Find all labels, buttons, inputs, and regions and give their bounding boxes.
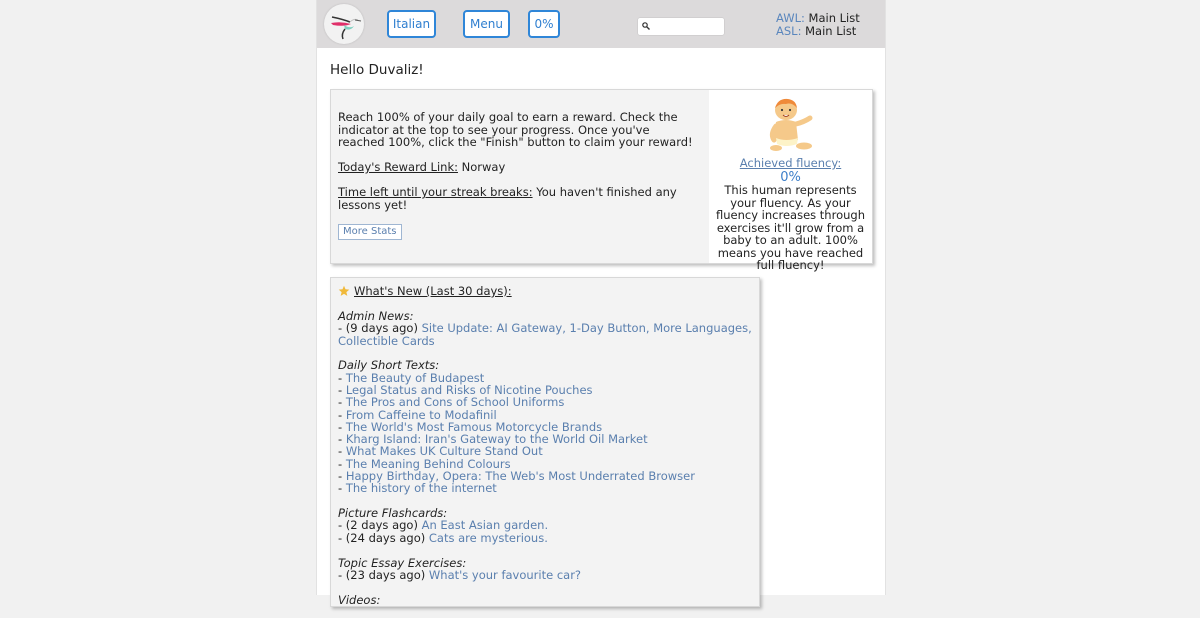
whats-new-title: What's New (Last 30 days):	[354, 284, 512, 298]
daily-progress-button[interactable]: 0%	[528, 10, 560, 38]
awl-list[interactable]: AWL: Main List	[776, 11, 860, 25]
text-link[interactable]: The Beauty of Budapest	[345, 370, 485, 385]
search-input[interactable]	[638, 18, 724, 35]
list-item: - The Meaning Behind Colours	[338, 456, 511, 471]
asl-list[interactable]: ASL: Main List	[776, 24, 857, 38]
whats-new-list	[338, 310, 758, 618]
achieved-fluency-link[interactable]: Achieved fluency:	[739, 156, 842, 170]
reward-panel	[330, 89, 873, 272]
news-link[interactable]: Site Update: AI Gateway, 1-Day Button, More Languages, Collectible Cards	[338, 321, 752, 348]
list-item: - The World's Most Famous Motorcycle Brands	[338, 419, 603, 434]
more-stats-button[interactable]: More Stats	[338, 224, 402, 241]
flashcard-link[interactable]: An East Asian garden.	[421, 518, 549, 533]
list-item: - (9 days ago) Site Update: AI Gateway, 1-Day Button, More Languages, Collectible Cards	[338, 321, 752, 348]
list-item: - Happy Birthday, Opera: The Web's Most Underrated Browser	[338, 469, 695, 484]
top-bar	[317, 0, 885, 48]
page-container	[316, 0, 886, 607]
reward-link-value: Norway	[461, 160, 506, 174]
section-daily-short-texts: Daily Short Texts: - The Beauty of Budapest - Legal Status and Risks of Nicotine Pouches - The Pros and Cons of School Uniforms - From Caffeine to Modafinil - The World's Most Famous Motorcycle Brands - Kharg Island: Iran's Gateway to the World Oil Market - What Makes UK Culture Stand Out - The Meaning Behind Colours - Happy Birthday, Opera: The Web's Most Underrated Browser - The history of the internet	[338, 359, 758, 494]
search-icon	[642, 22, 650, 30]
language-button[interactable]: Italian	[387, 10, 436, 38]
text-link[interactable]: Happy Birthday, Opera: The Web's Most Underrated Browser	[345, 469, 695, 484]
text-link[interactable]: From Caffeine to Modafinil	[345, 407, 497, 422]
streak-value: You haven't finished any lessons yet!	[338, 185, 677, 212]
text-link[interactable]: The Pros and Cons of School Uniforms	[345, 395, 565, 410]
text-link[interactable]: Kharg Island: Iran's Gateway to the World Oil Market	[345, 432, 648, 447]
text-link[interactable]: The World's Most Famous Motorcycle Brands	[345, 419, 603, 434]
whats-new-panel	[330, 277, 760, 607]
greeting: Hello Duvaliz!	[330, 62, 424, 78]
list-item: - Kharg Island: Iran's Gateway to the World Oil Market	[338, 432, 648, 447]
word-lists	[776, 12, 860, 38]
fluency-percent: 0%	[780, 170, 801, 185]
list-item: - Legal Status and Risks of Nicotine Pouches	[338, 382, 593, 397]
list-item: - What Makes UK Culture Stand Out	[338, 444, 543, 459]
menu-button[interactable]: Menu	[463, 10, 510, 38]
section-videos: Videos:	[338, 592, 381, 607]
text-link[interactable]: The history of the internet	[345, 481, 497, 496]
text-link[interactable]: What Makes UK Culture Stand Out	[345, 444, 543, 459]
star-icon	[338, 285, 350, 297]
essay-link[interactable]: What's your favourite car?	[428, 567, 582, 582]
whats-new-header	[338, 285, 512, 297]
fluency-description: This human represents your fluency. As your fluency increases through exercises it'll grow from a baby to an adult. 100% means you have reached full fluency!	[716, 183, 865, 272]
hummingbird-logo-icon[interactable]	[324, 4, 364, 44]
baby-icon	[764, 96, 816, 152]
reward-intro: Reach 100% of your daily goal to earn a reward. Check the indicator at the top to see your progress. Once you've reached 100%, click the "Finish" button to claim your reward!	[338, 110, 693, 149]
list-item: - From Caffeine to Modafinil	[338, 407, 497, 422]
reward-link-label: Today's Reward Link:	[338, 160, 458, 174]
list-item: - (2 days ago) An East Asian garden.	[338, 518, 549, 533]
streak-label: Time left until your streak breaks:	[338, 185, 533, 199]
section-topic-essay-exercises: Topic Essay Exercises: - (23 days ago) What's your favourite car?	[338, 557, 758, 582]
reward-info	[338, 111, 698, 240]
list-item: - (24 days ago) Cats are mysterious.	[338, 530, 548, 545]
text-link[interactable]: The Meaning Behind Colours	[345, 456, 511, 471]
list-item: - The Beauty of Budapest	[338, 370, 485, 385]
list-item: - The history of the internet	[338, 481, 497, 496]
section-picture-flashcards: Picture Flashcards: - (2 days ago) An East Asian garden. - (24 days ago) Cats are mysterious.	[338, 507, 758, 544]
section-admin-news: Admin News: - (9 days ago) Site Update: AI Gateway, 1-Day Button, More Languages, Collectible Cards	[338, 310, 758, 347]
flashcard-link[interactable]: Cats are mysterious.	[428, 530, 548, 545]
list-item: - (23 days ago) What's your favourite car?	[338, 567, 582, 582]
fluency-panel	[709, 90, 872, 272]
list-item: - The Pros and Cons of School Uniforms	[338, 395, 565, 410]
text-link[interactable]: Legal Status and Risks of Nicotine Pouches	[345, 382, 593, 397]
